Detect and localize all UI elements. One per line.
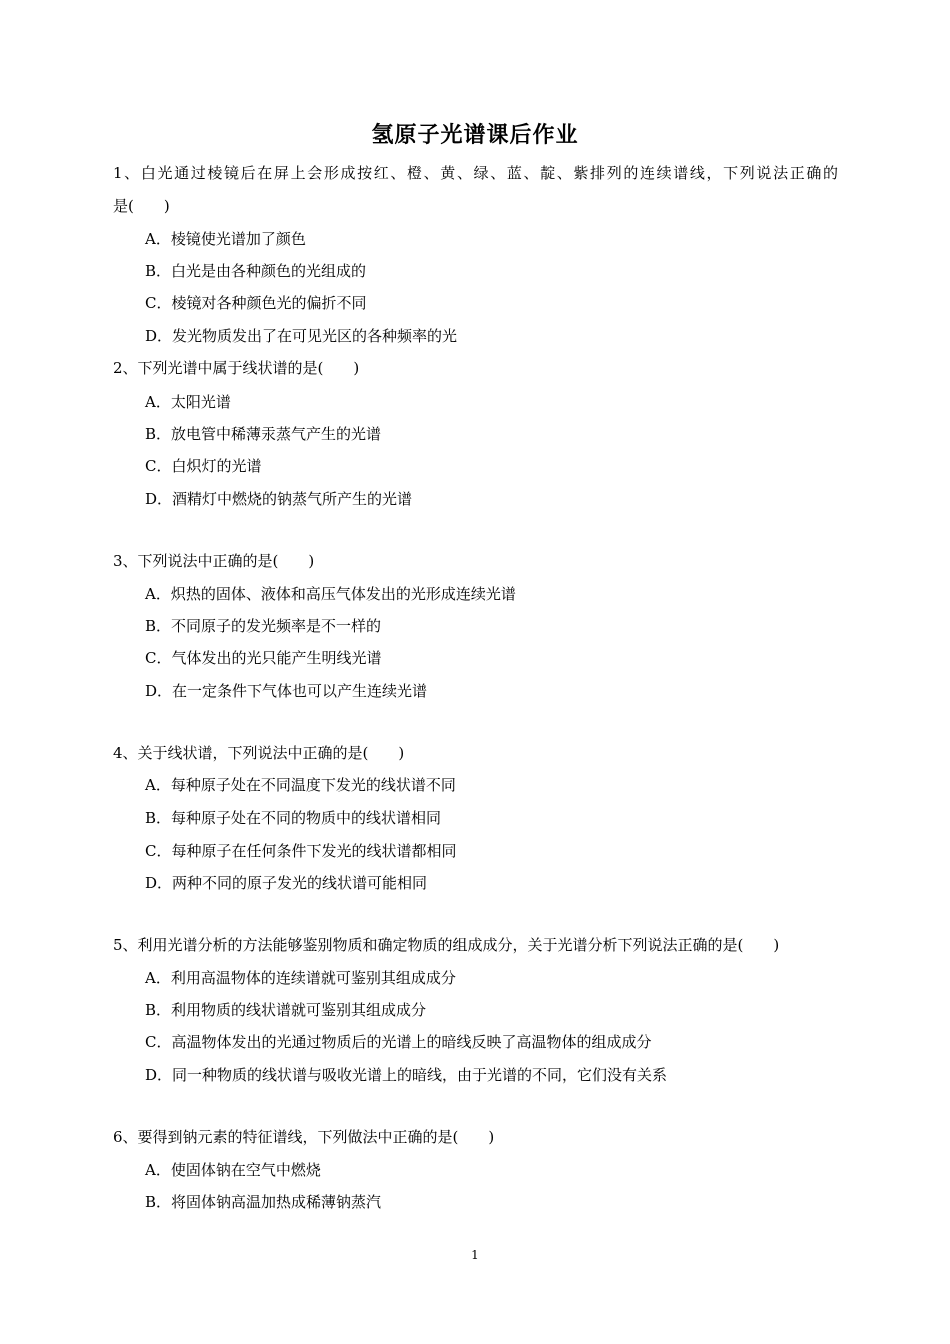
question-3-option-c: C．气体发出的光只能产生明线光谱 [145,649,382,667]
question-1-option-a: A．棱镜使光谱加了颜色 [145,230,306,248]
question-1-option-d: D．发光物质发出了在可见光区的各种频率的光 [145,327,458,345]
question-4-stem: 4、关于线状谱，下列说法中正确的是( ) [113,744,405,762]
question-5-option-d: D．同一种物质的线状谱与吸收光谱上的暗线，由于光谱的不同，它们没有关系 [145,1066,668,1084]
question-1-option-b: B．白光是由各种颜色的光组成的 [145,262,367,280]
question-4-option-d: D．两种不同的原子发光的线状谱可能相同 [145,874,428,892]
question-2-option-c: C．白炽灯的光谱 [145,457,262,475]
document-title: 氢原子光谱课后作业 [371,123,579,148]
question-6-option-a: A．使固体钠在空气中燃烧 [145,1161,321,1179]
question-5-option-c: C．高温物体发出的光通过物质后的光谱上的暗线反映了高温物体的组成成分 [145,1033,652,1051]
question-2-option-d: D．酒精灯中燃烧的钠蒸气所产生的光谱 [145,490,413,508]
question-5-option-b: B．利用物质的线状谱就可鉴别其组成成分 [145,1001,427,1019]
question-2-stem: 2、下列光谱中属于线状谱的是( ) [113,359,360,377]
question-3-option-a: A．炽热的固体、液体和高压气体发出的光形成连续光谱 [145,585,516,603]
question-2-option-a: A．太阳光谱 [145,393,231,411]
question-5-option-a: A．利用高温物体的连续谱就可鉴别其组成成分 [145,969,456,987]
question-3-stem: 3、下列说法中正确的是( ) [113,552,315,570]
question-6-option-b: B．将固体钠高温加热成稀薄钠蒸汽 [145,1193,382,1211]
question-2-option-b: B．放电管中稀薄汞蒸气产生的光谱 [145,425,382,443]
question-1-stem-line2: 是( ) [113,197,170,215]
question-4-option-a: A．每种原子处在不同温度下发光的线状谱不同 [145,776,456,794]
question-3-option-d: D．在一定条件下气体也可以产生连续光谱 [145,682,428,700]
question-1-option-c: C．棱镜对各种颜色光的偏折不同 [145,294,367,312]
page-number: 1 [471,1248,479,1262]
question-3-option-b: B．不同原子的发光频率是不一样的 [145,617,382,635]
question-4-option-b: B．每种原子处在不同的物质中的线状谱相同 [145,809,442,827]
question-5-stem: 5、利用光谱分析的方法能够鉴别物质和确定物质的组成成分，关于光谱分析下列说法正确的是( ) [113,936,780,954]
question-6-stem: 6、要得到钠元素的特征谱线，下列做法中正确的是( ) [113,1128,495,1146]
question-4-option-c: C．每种原子在任何条件下发光的线状谱都相同 [145,842,457,860]
question-1-stem-line1: 1、白光通过棱镜后在屏上会形成按红、橙、黄、绿、蓝、靛、紫排列的连续谱线，下列说法正确的 [113,164,838,182]
